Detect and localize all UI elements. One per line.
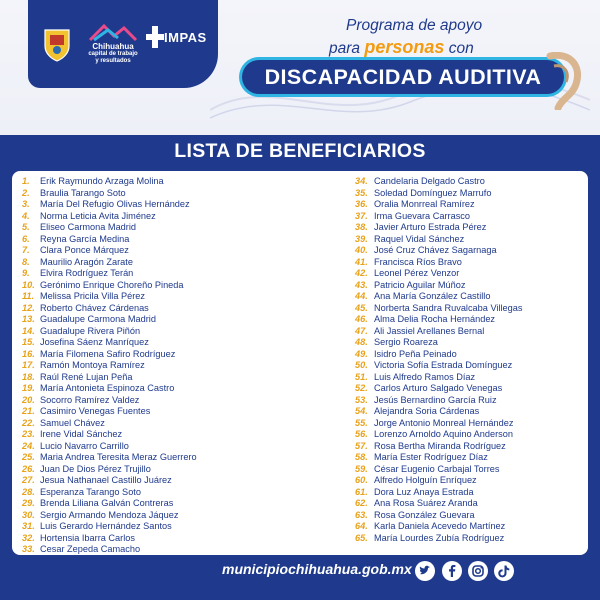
list-item-number: 47. (355, 325, 368, 336)
list-item (22, 510, 197, 522)
list-item (22, 521, 197, 533)
list-item-number: 46. (355, 314, 368, 324)
beneficiary-name: Rosa Bertha Miranda Rodríguez (374, 440, 506, 451)
list-item-number: 63. (355, 509, 368, 520)
list-item-number: 18. (22, 371, 35, 382)
list-item-number: 22. (22, 417, 35, 428)
list-item-number: 6. (22, 233, 30, 244)
list-item (355, 257, 522, 269)
beneficiary-name: Raquel Vidal Sánchez (374, 233, 465, 244)
logo-panel (28, 0, 218, 88)
list-item (355, 349, 522, 361)
list-item (22, 429, 197, 441)
list-item (355, 199, 522, 211)
beneficiary-name: Casimiro Venegas Fuentes (40, 406, 151, 416)
city-shield-logo (42, 26, 72, 62)
beneficiary-name: Hortensia Ibarra Carlos (40, 532, 135, 543)
beneficiary-name: Eliseo Carmona Madrid (40, 222, 136, 232)
list-item-number: 44. (355, 291, 368, 301)
beneficiary-name: Lorenzo Arnoldo Aquino Anderson (374, 429, 513, 439)
list-item (355, 360, 522, 372)
list-item-number: 11. (22, 291, 35, 301)
program-highlight: personas (364, 37, 445, 57)
list-item-number: 15. (22, 337, 35, 347)
beneficiary-name: Oralia Monrreal Ramírez (374, 199, 475, 209)
beneficiary-name: Luis Gerardo Hernández Santos (40, 521, 172, 531)
program-line-2 (329, 37, 474, 58)
facebook-icon[interactable] (442, 561, 462, 581)
beneficiary-name: Rosa González Guevara (374, 509, 475, 520)
list-item-number: 27. (22, 475, 35, 485)
list-item (355, 280, 522, 292)
list-item-number: 35. (355, 187, 368, 198)
list-item (22, 360, 197, 372)
list-item (22, 372, 197, 384)
list-item-number: 31. (22, 521, 35, 531)
list-item (22, 314, 197, 326)
list-item-number: 36. (355, 199, 368, 209)
beneficiary-name: Reyna García Medina (40, 233, 130, 244)
list-item-number: 14. (22, 325, 35, 336)
list-item-number: 34. (355, 176, 368, 186)
program-line-2-pre: para (329, 40, 361, 57)
list-item (355, 441, 522, 453)
list-item (355, 475, 522, 487)
beneficiary-name: Candelaria Delgado Castro (374, 176, 485, 186)
list-item-number: 45. (355, 302, 368, 313)
beneficiary-name: Irene Vidal Sánchez (40, 429, 123, 439)
list-item-number: 38. (355, 222, 368, 232)
list-item (355, 452, 522, 464)
beneficiary-name: Braulia Tarango Soto (40, 187, 126, 198)
list-item (22, 245, 197, 257)
list-item (355, 521, 522, 533)
beneficiary-name: Erik Raymundo Arzaga Molina (40, 176, 164, 186)
beneficiary-name: Gerónimo Enrique Choreño Pineda (40, 279, 184, 290)
list-item (22, 452, 197, 464)
list-item (355, 464, 522, 476)
list-item-number: 40. (355, 245, 368, 255)
beneficiary-name: María Ester Rodríguez Díaz (374, 452, 488, 462)
beneficiary-name: Karla Daniela Acevedo Martínez (374, 521, 506, 531)
list-item-number: 60. (355, 475, 368, 485)
beneficiary-name: Clara Ponce Márquez (40, 245, 129, 255)
list-item-number: 24. (22, 440, 35, 451)
list-item (355, 372, 522, 384)
list-item (355, 510, 522, 522)
list-item-number: 2. (22, 187, 30, 198)
beneficiary-name: Dora Luz Anaya Estrada (374, 486, 474, 497)
list-item (22, 383, 197, 395)
beneficiary-name: Socorro Ramírez Valdez (40, 394, 140, 405)
list-item-number: 43. (355, 279, 368, 290)
list-item (355, 291, 522, 303)
beneficiary-name: María Del Refugio Olivas Hernández (40, 199, 190, 209)
beneficiary-name: María Antonieta Espinoza Castro (40, 383, 175, 393)
list-item (22, 303, 197, 315)
list-item (355, 234, 522, 246)
beneficiary-name: Juan De Dios Pérez Trujillo (40, 463, 151, 474)
list-item-number: 49. (355, 348, 368, 359)
beneficiary-name: Guadalupe Rivera Piñón (40, 325, 141, 336)
list-item (355, 533, 522, 545)
list-item-number: 19. (22, 383, 35, 393)
beneficiary-name: Jesua Nathanael Castillo Juárez (40, 475, 172, 485)
list-item-number: 62. (355, 498, 368, 508)
list-item-number: 25. (22, 452, 35, 462)
beneficiary-name: Patricio Aguilar Múñoz (374, 279, 466, 290)
list-item (355, 383, 522, 395)
list-item (355, 487, 522, 499)
beneficiary-name: Irma Guevara Carrasco (374, 210, 470, 221)
list-item-number: 28. (22, 486, 35, 497)
beneficiary-name: Norma Leticia Avita Jiménez (40, 210, 156, 221)
list-item-number: 29. (22, 498, 35, 508)
list-item (22, 337, 197, 349)
list-item (22, 268, 197, 280)
beneficiary-name: Alfredo Holguín Enríquez (374, 475, 477, 485)
list-item (22, 280, 197, 292)
beneficiary-name: Victoria Sofía Estrada Domínguez (374, 360, 513, 370)
brand-line-2: capital de trabajo (88, 51, 138, 57)
beneficiary-name: Norberta Sandra Ruvalcaba Villegas (374, 302, 523, 313)
list-item-number: 41. (355, 256, 368, 267)
list-column-left (22, 176, 197, 556)
beneficiary-name: José Cruz Chávez Sagarnaga (374, 245, 497, 255)
list-item-number: 65. (355, 532, 368, 543)
list-item (355, 326, 522, 338)
list-item (22, 418, 197, 430)
list-item-number: 51. (355, 371, 368, 382)
beneficiary-name: Alma Delia Rocha Hernández (374, 314, 496, 324)
beneficiary-name: Melissa Pricila Villa Pérez (40, 291, 146, 301)
list-item-number: 9. (22, 268, 30, 278)
list-item-number: 23. (22, 429, 35, 439)
list-item-number: 53. (355, 394, 368, 405)
list-item-number: 8. (22, 256, 30, 267)
beneficiary-name: Ana María González Castillo (374, 291, 491, 301)
list-item (22, 406, 197, 418)
twitter-icon[interactable] (415, 561, 435, 581)
list-item-number: 56. (355, 429, 368, 439)
list-item (355, 337, 522, 349)
list-item-number: 12. (22, 302, 35, 313)
beneficiary-name: Francisca Ríos Bravo (374, 256, 462, 267)
list-item-number: 64. (355, 521, 368, 531)
program-line-2-post: con (448, 40, 474, 57)
beneficiary-name: Ramón Montoya Ramírez (40, 360, 145, 370)
beneficiary-name: Roberto Chávez Cárdenas (40, 302, 149, 313)
list-item-number: 61. (355, 486, 368, 497)
list-item (22, 199, 197, 211)
beneficiary-name: Josefina Sáenz Manríquez (40, 337, 149, 347)
beneficiary-name: Soledad Domínguez Marrufo (374, 187, 492, 198)
list-item-number: 32. (22, 532, 35, 543)
list-item-number: 13. (22, 314, 35, 324)
list-item-number: 48. (355, 337, 368, 347)
beneficiary-name: Jorge Antonio Monreal Hernández (374, 417, 514, 428)
list-item-number: 7. (22, 245, 30, 255)
beneficiary-name: Guadalupe Carmona Madrid (40, 314, 156, 324)
list-item (355, 176, 522, 188)
tiktok-icon[interactable] (494, 561, 514, 581)
list-item (355, 211, 522, 223)
list-item (355, 429, 522, 441)
beneficiary-name: Ali Jassiel Arellanes Bernal (374, 325, 485, 336)
list-item-number: 5. (22, 222, 30, 232)
list-item (22, 291, 197, 303)
list-item (22, 544, 197, 556)
list-item (22, 487, 197, 499)
list-item (22, 222, 197, 234)
list-item (22, 234, 197, 246)
beneficiary-name: Leonel Pérez Venzor (374, 268, 460, 278)
list-item (22, 475, 197, 487)
beneficiary-name: Brenda Liliana Galván Contreras (40, 498, 174, 508)
list-item (355, 188, 522, 200)
list-item-number: 50. (355, 360, 368, 370)
list-item-number: 52. (355, 383, 368, 393)
beneficiary-name: Elvira Rodríguez Terán (40, 268, 134, 278)
list-item-number: 39. (355, 233, 368, 244)
list-item (22, 533, 197, 545)
list-item (355, 303, 522, 315)
list-item-number: 54. (355, 406, 368, 416)
list-item-number: 10. (22, 279, 35, 290)
footer-url[interactable]: municipiochihuahua.gob.mx (222, 561, 412, 577)
beneficiary-name: María Filomena Safiro Rodríguez (40, 348, 176, 359)
beneficiary-name: Carlos Arturo Salgado Venegas (374, 383, 503, 393)
impas-name: IMPAS (164, 30, 207, 45)
list-item-number: 3. (22, 199, 30, 209)
list-item (22, 326, 197, 338)
list-item-number: 26. (22, 463, 35, 474)
list-item (22, 498, 197, 510)
beneficiary-name: Sergio Roareza (374, 337, 438, 347)
impas-logo (146, 22, 206, 66)
list-item-number: 16. (22, 348, 35, 359)
beneficiary-name: Maria Andrea Teresita Meraz Guerrero (40, 452, 197, 462)
list-item (22, 464, 197, 476)
beneficiary-name: María Lourdes Zubía Rodríguez (374, 532, 505, 543)
beneficiary-name: César Eugenio Carbajal Torres (374, 463, 500, 474)
hearing-aid-icon (540, 52, 584, 110)
beneficiary-name: Samuel Chávez (40, 417, 105, 428)
beneficiary-name: Luis Alfredo Ramos Díaz (374, 371, 476, 382)
beneficiary-name: Maurilio Aragón Zarate (40, 256, 133, 267)
beneficiary-name: Sergio Armando Mendoza Jáquez (40, 509, 179, 520)
program-title: DISCAPACIDAD AUDITIVA (242, 60, 564, 94)
list-item (22, 211, 197, 223)
list-item (22, 257, 197, 269)
brand-line-1: Chihuahua (92, 42, 134, 51)
list-item-number: 1. (22, 176, 30, 186)
list-item (355, 395, 522, 407)
beneficiary-name: Jesús Bernardino García Ruiz (374, 394, 497, 405)
list-item (355, 498, 522, 510)
list-item (355, 245, 522, 257)
list-item-number: 55. (355, 417, 368, 428)
list-item-number: 59. (355, 463, 368, 474)
program-line-1: Programa de apoyo (346, 17, 483, 34)
list-item (22, 188, 197, 200)
list-item (355, 314, 522, 326)
list-item-number: 17. (22, 360, 35, 370)
list-item (355, 418, 522, 430)
list-item-number: 57. (355, 440, 368, 451)
list-item-number: 20. (22, 394, 35, 405)
beneficiary-name: Alejandra Soria Cárdenas (374, 406, 480, 416)
beneficiary-name: Raúl René Lujan Peña (40, 371, 133, 382)
list-item-number: 30. (22, 509, 35, 520)
list-item-number: 4. (22, 210, 30, 221)
list-item (355, 268, 522, 280)
list-item (22, 176, 197, 188)
list-item (22, 441, 197, 453)
beneficiary-name: Cesar Zepeda Camacho (40, 544, 141, 554)
list-item-number: 42. (355, 268, 368, 278)
list-item-number: 33. (22, 544, 35, 554)
brand-line-3: y resultados (95, 58, 131, 64)
list-title: LISTA DE BENEFICIARIOS (174, 140, 426, 162)
list-item-number: 58. (355, 452, 368, 462)
list-item (355, 222, 522, 234)
list-item-number: 21. (22, 406, 35, 416)
beneficiary-name: Lucio Navarro Carrillo (40, 440, 129, 451)
beneficiary-name: Ana Rosa Suárez Aranda (374, 498, 478, 508)
list-column-right (355, 176, 522, 544)
beneficiary-name: Isidro Peña Peinado (374, 348, 457, 359)
instagram-icon[interactable] (468, 561, 488, 581)
beneficiary-name: Esperanza Tarango Soto (40, 486, 141, 497)
list-item (22, 395, 197, 407)
chihuahua-brand-logo (80, 24, 138, 64)
list-item-number: 37. (355, 210, 368, 221)
list-item (22, 349, 197, 361)
beneficiary-name: Javier Arturo Estrada Pérez (374, 222, 487, 232)
list-item (355, 406, 522, 418)
